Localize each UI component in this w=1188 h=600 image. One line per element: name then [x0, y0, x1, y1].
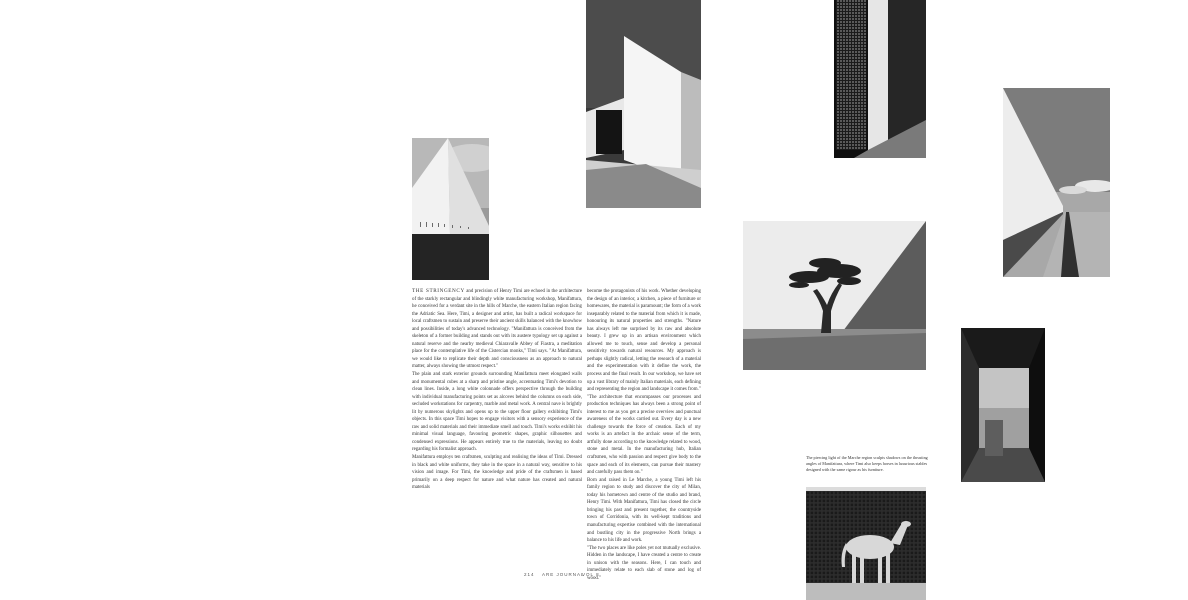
paragraph: Born and raised in Le Marche, a young Timi left his family region to study and discover the city of Milan, today his hometown and centre of the studio and brand, Henry Timi. With Manifattura, Timi has closed the circle bringing his past and present together, the countryside town of Corridonia, with its well-kept traditions and manufacturing expertise combined with the international and bustling city in the progressive North brings a balance to his life and work.	[587, 477, 701, 544]
photo-caption: The piercing light of the Marche region sculpts shadows on the thrusting angles of Manifattura, where Timi also keeps horses in luxurious stables designed with the same rigour as his furniture.	[806, 455, 928, 473]
lead-in: THE STRINGENCY	[412, 288, 465, 294]
photo-olive-tree	[743, 221, 926, 370]
paragraph: The plain and stark exterior grounds surrounding Manifattura meet elongated walls and monumental cubes at a sharp and pristine angle, accentuating Timi's devotion to clean lines. Inside, a long white colonnade offers perspective through the building with individual manufacturing points set as alcoves behind the columns on each side, secluded workstations for carpentry, marble and metal work. A central nave is brightly lit by numerous skylights and opens up to the upper floor gallery exhibiting Timi's objects. In this space Timi hopes to engage visitors with a sensory experience of the raw and solid materials and their immediate smell and touch. Timi's works exhibit his minimal visual language, favouring geometric shapes, graphic silhouettes and condensed expressions. He appears entirely true to the materials, leaving no doubt regarding his formalist approach.	[412, 372, 582, 453]
photo-horse-stable	[806, 487, 926, 600]
publication-name: ARE JOURNAL	[542, 572, 585, 577]
article-column-2	[587, 288, 701, 582]
page-number: 214	[524, 572, 535, 577]
photo-white-wall-exterior	[412, 138, 489, 280]
paragraph: THE STRINGENCY and precision of Henry Timi are echoed in the architecture of the starkly rectangular and blindingly white manufacturing workshop, Manifattura, he conceived for a verdant site in the hills of Marche, the eastern Italian region facing the Adriatic Sea. Here, Timi, a designer and artist, has built a radical workspace for local craftsmen to sustain and preserve their ancient skills balanced with the knowhow and possibilities of today's advanced technology. "Manifattura is conceived from the skeleton of a former building and stands out with its austere typology set up against a natural reserve and the nearby medieval Chiaravalle Abbey of Fiastra, a meditation place for the contemplative life of the Cistercian monks," Timi says. "At Manifattura, we would like to replicate their depth and consciousness as an approach to natural matter, always showing the utmost respect."	[412, 288, 582, 370]
volume-label: VOL 8	[582, 572, 600, 577]
article-column-1	[412, 288, 582, 492]
paragraph: "The two places are like poles yet not mutually exclusive. Hidden in the landscape, I have created a centre to create in unison with the seasons. Here, I can touch and immediately relate to each slab of stone and log of wood."	[587, 545, 701, 581]
photo-long-wall-perspective	[1003, 88, 1110, 277]
photo-lattice-window	[834, 0, 926, 158]
paragraph: "The architecture that encompasses our processes and production techniques has always been a strong point of interest to me as you get a precise overview and punctual awareness of the works carried out. Every day is a new challenge towards the force of creation. Each of my works is an artefact in the archaic sense of the term, artfully done according to the knowledge related to wood, stone and metal. In the manufacturing hub, Italian craftsmen, who with passion and respect give body to the space and each of its elements, can pursue their mastery and carefully pass them on."	[587, 394, 701, 476]
paragraph: become the protagonists of his work. Whether developing the design of an interior, a kitchen, a piece of furniture or homewares, the material is paramount; the form of a work inseparably related to the material from which it is made, honouring its natural properties and strengths. "Nature has always left me surprised by its raw and absolute beauty. I grew up in an artisan environment which allowed me to touch, sense and develop a personal sensitivity towards natural resources. My approach is perhaps slightly radical, letting the research of a material and the experimentation with it define the work, the process and the final result. In our workshop, we have set up a vast library of mainly Italian materials, each defining and representing the region and landscape it comes from."	[587, 289, 701, 393]
photo-dark-interior	[961, 328, 1045, 482]
paragraph: Manifattura employs ten craftsmen, sculpting and realising the ideas of Timi. Dressed in black and white uniforms, they take in the space in a natural way, sensitive to his vision and image. For Timi, the knowledge and pride of the craftsmen is based primarily on a deep respect for nature and what nature has created and natural materials	[412, 455, 582, 491]
photo-doorway-shadow	[586, 0, 701, 208]
